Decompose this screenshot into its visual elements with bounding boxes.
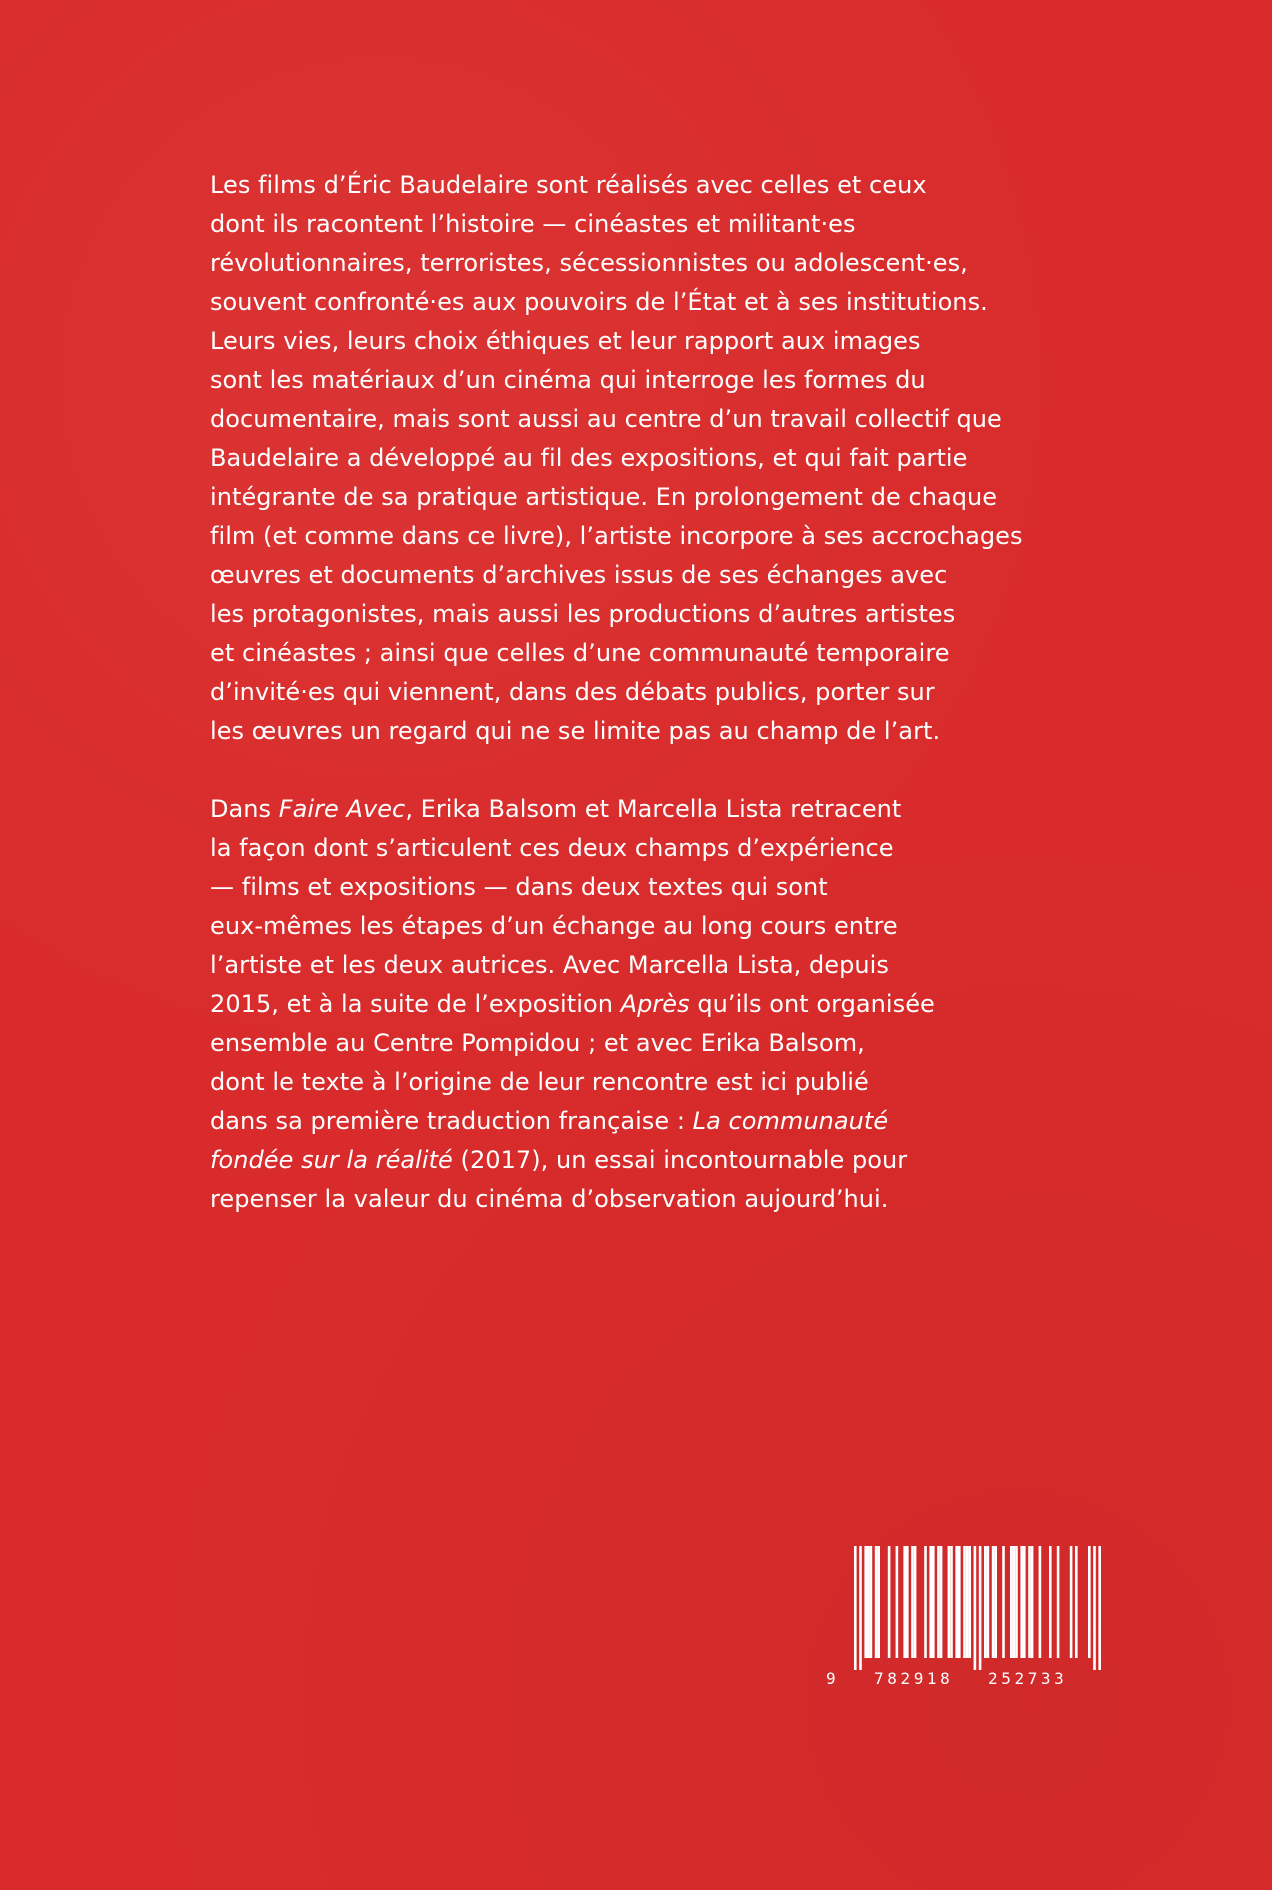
exhibition-title-apres: Après <box>620 990 690 1018</box>
blurb-line: Leurs vies, leurs choix éthiques et leur rapport aux images <box>210 327 921 355</box>
blurb-line: les œuvres un regard qui ne se limite pas au champ de l’art. <box>210 717 941 745</box>
barcode-bar <box>1070 1546 1073 1658</box>
barcode-bar <box>984 1546 987 1658</box>
barcode-bar <box>1013 1546 1016 1658</box>
barcode-bar <box>950 1546 953 1658</box>
barcode-bar <box>1010 1546 1013 1658</box>
barcode-bar <box>1088 1546 1091 1658</box>
barcode-bar <box>1020 1546 1023 1658</box>
blurb-line: Baudelaire a développé au fil des expositions, et qui fait partie <box>210 444 968 472</box>
blurb-line: révolutionnaires, terroristes, sécessionnistes ou adolescent·es, <box>210 249 968 277</box>
barcode-bar <box>903 1546 906 1658</box>
barcode-bar <box>987 1546 990 1658</box>
line-text: , Erika Balsom et Marcella Lista retracent <box>405 795 902 823</box>
barcode-bar <box>1015 1546 1018 1658</box>
blurb-line: ensemble au Centre Pompidou ; et avec Erika Balsom, <box>210 1029 865 1057</box>
barcode-bar <box>911 1546 914 1658</box>
barcode-bar <box>1002 1546 1005 1658</box>
blurb-line: Les films d’Éric Baudelaire sont réalisés avec celles et ceux <box>210 171 927 199</box>
paragraph-spacer <box>210 751 1090 790</box>
barcode-bar <box>1049 1546 1052 1658</box>
barcode-bar <box>924 1546 927 1658</box>
blurb-line: intégrante de sa pratique artistique. En prolongement de chaque <box>210 483 998 511</box>
essay-title-part-2: fondée sur la réalité <box>210 1146 453 1174</box>
book-title-faire-avec: Faire Avec <box>278 795 406 823</box>
blurb-line: dont le texte à l’origine de leur rencontre est ici publié <box>210 1068 869 1096</box>
blurb-line: et cinéastes ; ainsi que celles d’une communauté temporaire <box>210 639 950 667</box>
blurb-line: d’invité·es qui viennent, dans des débats publics, porter sur <box>210 678 935 706</box>
blurb-line: film (et comme dans ce livre), l’artiste incorpore à ses accrochages <box>210 522 1023 550</box>
line-text: (2017), un essai incontournable pour <box>452 1146 908 1174</box>
barcode-guard-bar <box>979 1546 982 1670</box>
isbn-barcode <box>820 1546 1110 1686</box>
barcode-bar <box>937 1546 940 1658</box>
blurb-line: les protagonistes, mais aussi les productions d’autres artistes <box>210 600 956 628</box>
blurb-line: documentaire, mais sont aussi au centre d’un travail collectif que <box>210 405 1002 433</box>
barcode-digit-first: 9 <box>826 1669 840 1688</box>
barcode-bar <box>940 1546 943 1658</box>
barcode-bar <box>948 1546 951 1658</box>
barcode-bar <box>867 1546 870 1658</box>
barcode-bar <box>888 1546 891 1658</box>
blurb-line: l’artiste et les deux autrices. Avec Marcella Lista, depuis <box>210 951 889 979</box>
line-text: dans sa première traduction française : <box>210 1107 693 1135</box>
blurb-line: — films et expositions — dans deux textes qui sont <box>210 873 828 901</box>
blurb-line: œuvres et documents d’archives issus de ses échanges avec <box>210 561 948 589</box>
line-text: 2015, et à la suite de l’exposition <box>210 990 621 1018</box>
barcode-guard-bar <box>854 1546 857 1670</box>
barcode-bar <box>1075 1546 1078 1658</box>
barcode-bars <box>820 1546 1110 1670</box>
barcode-guard-bar <box>1098 1546 1101 1670</box>
barcode-bar <box>1023 1546 1026 1658</box>
barcode-bar <box>963 1546 966 1658</box>
blurb-line: dont ils racontent l’histoire — cinéastes et militant·es <box>210 210 856 238</box>
blurb-line: la façon dont s’articulent ces deux champs d’expérience <box>210 834 894 862</box>
barcode-bar <box>992 1546 995 1658</box>
barcode-bar <box>864 1546 867 1658</box>
blurb-paragraph-1 <box>210 166 1090 751</box>
barcode-digits-right: 252733 <box>988 1669 1068 1688</box>
barcode-bar <box>914 1546 917 1658</box>
barcode-bar <box>906 1546 909 1658</box>
blurb-line <box>210 1102 1090 1141</box>
barcode-bar <box>929 1546 932 1658</box>
blurb-line: souvent confronté·es aux pouvoirs de l’État et à ses institutions. <box>210 288 988 316</box>
barcode-bar <box>1057 1546 1060 1658</box>
barcode-bar <box>877 1546 880 1658</box>
barcode-guard-bar <box>1093 1546 1096 1670</box>
barcode-bar <box>994 1546 997 1658</box>
blurb-line <box>210 985 1090 1024</box>
barcode-bar <box>1028 1546 1031 1658</box>
blurb-line: repenser la valeur du cinéma d’observation aujourd’hui. <box>210 1185 889 1213</box>
line-text: Dans <box>210 795 279 823</box>
barcode-bar <box>896 1546 899 1658</box>
barcode-bar <box>1039 1546 1042 1658</box>
barcode-bar <box>1031 1546 1034 1658</box>
essay-title-part-1: La communauté <box>692 1107 889 1135</box>
barcode-bar <box>932 1546 935 1658</box>
barcode-bar <box>955 1546 958 1658</box>
blurb-line <box>210 790 1090 829</box>
barcode-bar <box>875 1546 878 1658</box>
blurb-line: sont les matériaux d’un cinéma qui interroge les formes du <box>210 366 926 394</box>
barcode-bar <box>870 1546 873 1658</box>
barcode-guard-bar <box>974 1546 977 1670</box>
barcode-bar <box>958 1546 961 1658</box>
blurb-paragraph-2 <box>210 790 1090 1219</box>
back-cover-blurb <box>210 166 1090 1219</box>
barcode-guard-bar <box>859 1546 862 1670</box>
barcode-bar <box>968 1546 971 1658</box>
line-text: qu’ils ont organisée <box>689 990 935 1018</box>
blurb-line: eux-mêmes les étapes d’un échange au long cours entre <box>210 912 898 940</box>
blurb-line <box>210 1141 1090 1180</box>
barcode-bar <box>966 1546 969 1658</box>
barcode-digits-left: 782918 <box>874 1669 954 1688</box>
